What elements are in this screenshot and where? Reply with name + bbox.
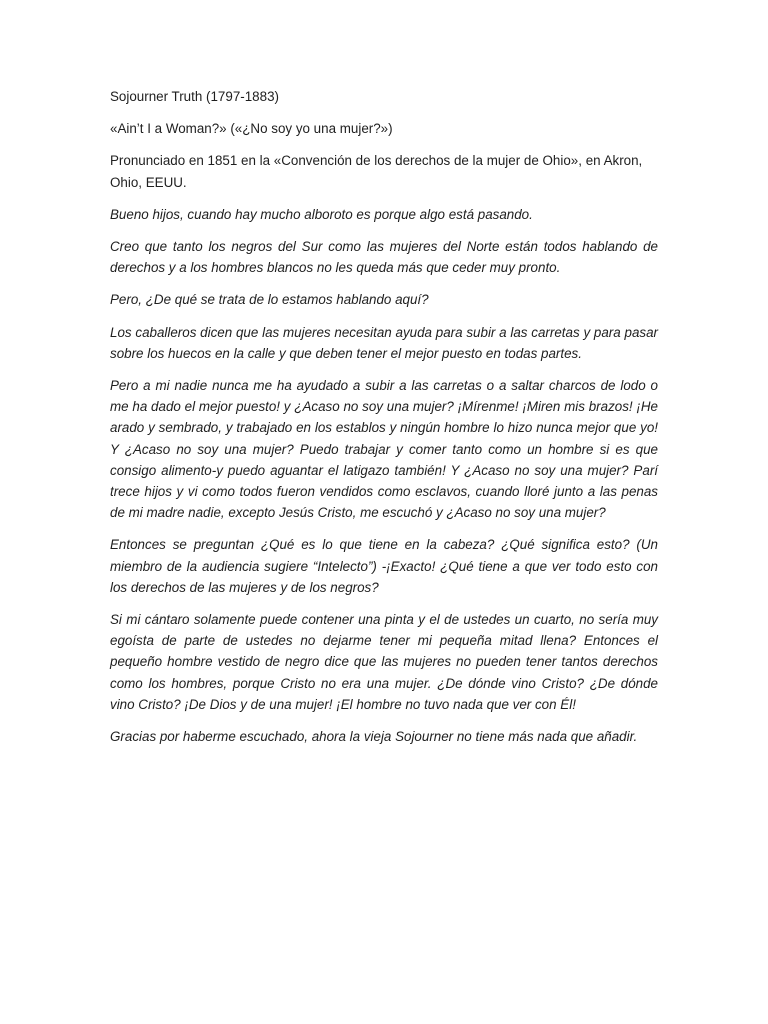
speech-paragraph: Pero, ¿De qué se trata de lo estamos hablando aquí?: [110, 292, 429, 308]
speech-paragraph: Entonces se preguntan ¿Qué es lo que tiene en la cabeza? ¿Qué significa esto? (Un miembro de la audiencia sugiere “Intelecto”) -¡Exacto! ¿Qué tiene a que ver todo esto con los derechos de las mujeres y de los negros?: [110, 537, 658, 595]
speech-paragraph: Gracias por haberme escuchado, ahora la vieja Sojourner no tiene más nada que añadir.: [110, 729, 638, 745]
speech-paragraph: Los caballeros dicen que las mujeres necesitan ayuda para subir a las carretas y para pasar sobre los huecos en la calle y que deben tener el mejor puesto en todas partes.: [110, 324, 658, 361]
speech-paragraph: Si mi cántaro solamente puede contener una pinta y el de ustedes un cuarto, no sería muy egoísta de parte de ustedes no dejarme tener mi pequeña mitad llena? Entonces el pequeño hombre vestido de negro dice que las mujeres no pueden tener tantos derechos como los hombres, porque Cristo no era una mujer. ¿De dónde vino Cristo? ¿De dónde vino Cristo? ¡De Dios y de una mujer! ¡El hombre no tuvo nada que ver con Él!: [110, 612, 658, 712]
document-body: [110, 86, 658, 758]
speech-paragraph: Bueno hijos, cuando hay mucho alboroto es porque algo está pasando.: [110, 206, 533, 222]
speech-title: «Ain’t I a Woman?» («¿No soy yo una mujer?»): [110, 121, 393, 137]
speech-paragraph: Creo que tanto los negros del Sur como las mujeres del Norte están todos hablando de derechos y a los hombres blancos no les queda más que ceder muy pronto.: [110, 239, 658, 276]
speech-context: Pronunciado en 1851 en la «Convención de los derechos de la mujer de Ohio», en Akron, Ohio, EEUU.: [110, 153, 643, 190]
speech-paragraph: Pero a mi nadie nunca me ha ayudado a subir a las carretas o a saltar charcos de lodo o me ha dado el mejor puesto! y ¿Acaso no soy una mujer? ¡Mírenme! ¡Miren mis brazos! ¡He arado y sembrado, y trabajado en los establos y ningún hombre lo hizo nunca mejor que yo! Y ¿Acaso no soy una mujer? Puedo trabajar y comer tanto como un hombre si es que consigo alimento-y puedo aguantar el latigazo también! Y ¿Acaso no soy una mujer? Parí trece hijos y vi como todos fueron vendidos como esclavos, cuando lloré junto a las penas de mi madre nadie, excepto Jesús Cristo, me escuchó y ¿Acaso no soy una mujer?: [110, 378, 658, 521]
author-line: Sojourner Truth (1797-1883): [110, 89, 279, 104]
